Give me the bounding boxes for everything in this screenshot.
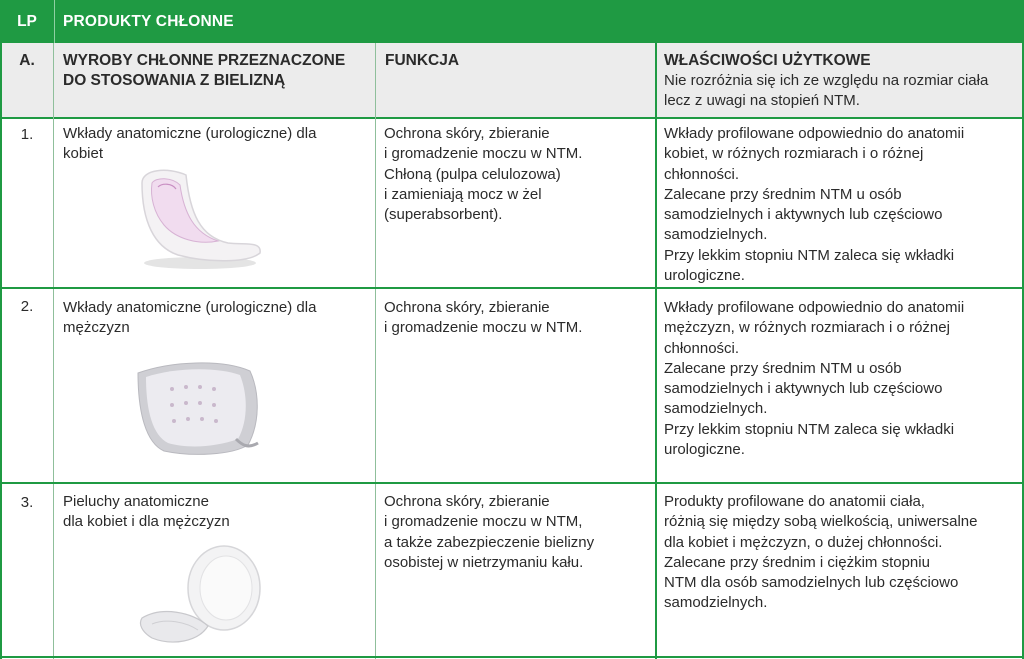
border-bottom: [0, 656, 1024, 658]
column-properties: [664, 51, 988, 111]
row-3-properties: Produkty profilowane do anatomii ciała, różnią się między sobą wielkością, uniwersalne dla kobiet i mężczyzn, o dużej chłonności. Zalecane przy średnim i ciężkim stopniu NTM dla osób samodzielnych lub częściowo samodzielnych.: [664, 493, 978, 612]
column-headers: [0, 43, 1024, 119]
header-title: PRODUKTY CHŁONNE: [63, 12, 234, 30]
table-header: [0, 0, 1024, 43]
row-2-function: Ochrona skóry, zbieranie i gromadzenie moczu w NTM.: [384, 299, 583, 337]
row-1-product: Wkłady anatomiczne (urologiczne) dla kobiet: [63, 125, 317, 163]
row-3-function: Ochrona skóry, zbieranie i gromadzenie moczu w NTM, a także zabezpieczenie bielizny osobistej w nietrzymaniu kału.: [384, 493, 595, 571]
column-function: FUNKCJA: [385, 52, 460, 69]
row-2-properties: Wkłady profilowane odpowiednio do anatomii mężczyzn, w różnych rozmiarach i o różnej chłonności. Zalecane przy średnim NTM u osób samodzielnych i aktywnych lub częściowo samodzielnych. Przy lekkim stopniu NTM zaleca się wkładki urologiczne.: [664, 299, 965, 459]
row-3-product: Pieluchy anatomiczne dla kobiet i dla mężczyzn: [63, 493, 230, 531]
column-a: A.: [19, 52, 35, 69]
row-1-function: Ochrona skóry, zbieranie i gromadzenie moczu w NTM. Chłoną (pulpa celulozowa) i zamieniają mocz w żel (superabsorbent).: [384, 125, 583, 224]
women-pad-image: [128, 163, 268, 275]
diaper-image: [132, 542, 272, 654]
column-properties-note: Nie rozróżnia się ich ze względu na rozmiar ciała lecz z uwagi na stopień NTM.: [664, 72, 989, 109]
row-divider-1: [0, 287, 1024, 289]
row-1-number: 1.: [20, 126, 34, 143]
row-1-properties: Wkłady profilowane odpowiednio do anatomii kobiet, w różnych rozmiarach i o różnej chłonności. Zalecane przy średnim NTM u osób samodzielnych i aktywnych lub częściowo samodzielnych. Przy lekkim stopniu NTM zaleca się wkładki urologiczne.: [664, 125, 965, 285]
row-2-number: 2.: [20, 298, 34, 315]
row-divider-2: [0, 482, 1024, 484]
row-2-product: Wkłady anatomiczne (urologiczne) dla mężczyzn: [63, 299, 317, 337]
header-lp: LP: [0, 0, 55, 43]
column-products: WYROBY CHŁONNE PRZEZNACZONE DO STOSOWANIA Z BIELIZNĄ: [63, 52, 346, 89]
column-properties-title: WŁAŚCIWOŚCI UŻYTKOWE: [664, 52, 871, 69]
row-3-number: 3.: [20, 494, 34, 511]
men-pad-image: [132, 353, 272, 465]
divider-col-3: [655, 43, 657, 659]
divider-col-2: [375, 43, 376, 659]
